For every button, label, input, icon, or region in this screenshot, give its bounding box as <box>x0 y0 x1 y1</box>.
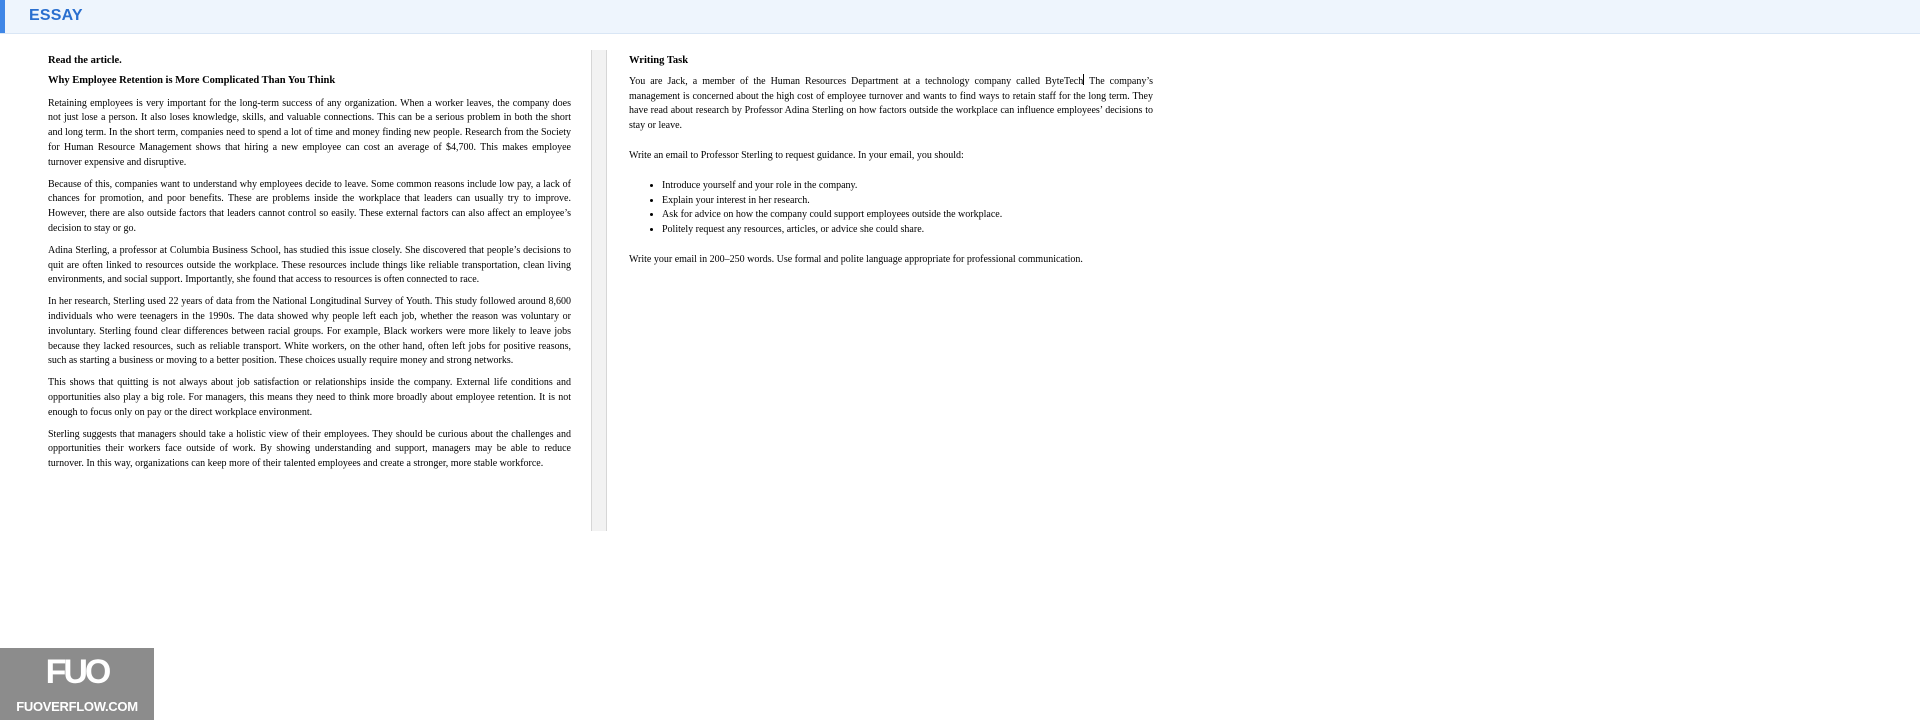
list-item: • Ask for advice on how the company could support employees outside the workplace. <box>662 208 1153 223</box>
writing-task-prompt: Write an email to Professor Sterling to request guidance. In your email, you should: <box>629 149 964 161</box>
watermark-site-name: FUOVERFLOW.COM <box>16 699 138 714</box>
article-paragraph: Sterling suggests that managers should take a holistic view of their employees. They should be curious about the challenges and opportunities their workers face outside of work. By showing understanding and support, managers may be able to reduce turnover. In this way, organizations can keep more of their talented employees and create a stronger, more stable workforce. <box>48 428 571 470</box>
list-item: • Politely request any resources, articles, or advice she could share. <box>662 223 1153 238</box>
article-instruction: Read the article. <box>48 55 122 66</box>
writing-task-intro <box>629 74 1153 134</box>
writing-task-closing: Write your email in 200–250 words. Use formal and polite language appropriate for professional communication. <box>629 253 1083 265</box>
article-paragraph: Because of this, companies want to understand why employees decide to leave. Some common reasons include low pay, a lack of chances for promotion, and poor benefits. These are problems inside the workplace that leaders can usually try to improve. However, there are also outside factors that leaders cannot control so easily. These external factors can also affect an employee’s decision to stay or go. <box>48 178 571 234</box>
article-title: Why Employee Retention is More Complicated Than You Think <box>48 74 336 86</box>
article-paragraph: Adina Sterling, a professor at Columbia Business School, has studied this issue closely. She discovered that people’s decisions to quit are often linked to resources outside the workplace. These resources include things like reliable transportation, clean living environments, and social support. Importantly, she found that access to resources is often connected to race. <box>48 244 571 286</box>
list-item: • Introduce yourself and your role in the company. <box>662 179 1153 194</box>
watermark-logo <box>0 648 154 720</box>
list-item: • Explain your interest in her research. <box>662 194 1153 209</box>
top-bar-accent <box>0 0 5 33</box>
intro-text-before-caret: You are Jack, a member of the Human Resources Department at a technology company called ByteTech <box>629 75 1084 87</box>
article-paragraph: In her research, Sterling used 22 years of data from the National Longitudinal Survey of Youth. This study followed around 8,600 individuals who were teenagers in the 1990s. The data showed why people left each job, whether the reason was voluntary or involuntary. Sterling found clear differences between racial groups. For example, Black workers were more likely to leave jobs because they lacked resources, such as reliable transport. White workers, on the other hand, often left jobs for positive reasons, such as starting a business or moving to a better position. These choices usually require money and strong networks. <box>48 296 571 367</box>
intro-text-after-caret: The company’s management is concerned about the high cost of employee turnover and wants to find ways to retain staff for the long term. They have read about research by Professor Adina Sterling on how factors outside the workplace can influence employees’ decisions to stay or leave. <box>629 75 1153 132</box>
panel-resize-divider[interactable] <box>591 50 607 531</box>
watermark-logo-mark: FUO <box>45 653 109 691</box>
writing-task-panel <box>629 54 1153 283</box>
article-panel <box>48 54 571 479</box>
writing-task-title: Writing Task <box>629 55 689 66</box>
top-bar <box>0 0 1920 34</box>
page-title: ESSAY <box>29 7 83 24</box>
article-paragraph: This shows that quitting is not always about job satisfaction or relationships inside the company. External life conditions and opportunities also play a big role. For managers, this means they need to think more broadly about employee retention. It is not enough to focus only on pay or the direct workplace environment. <box>48 377 571 418</box>
writing-task-bullets <box>629 179 1153 238</box>
article-paragraph: Retaining employees is very important for the long-term success of any organization. When a worker leaves, the company does not just lose a person. It also loses knowledge, skills, and valuable connections. This can be a serious problem in both the short and long term. In the short term, companies need to spend a lot of time and money finding new people. Research from the Society for Human Resource Management shows that hiring a new employee can cost an average of $4,700. This makes employee turnover expensive and disruptive. <box>48 97 571 168</box>
